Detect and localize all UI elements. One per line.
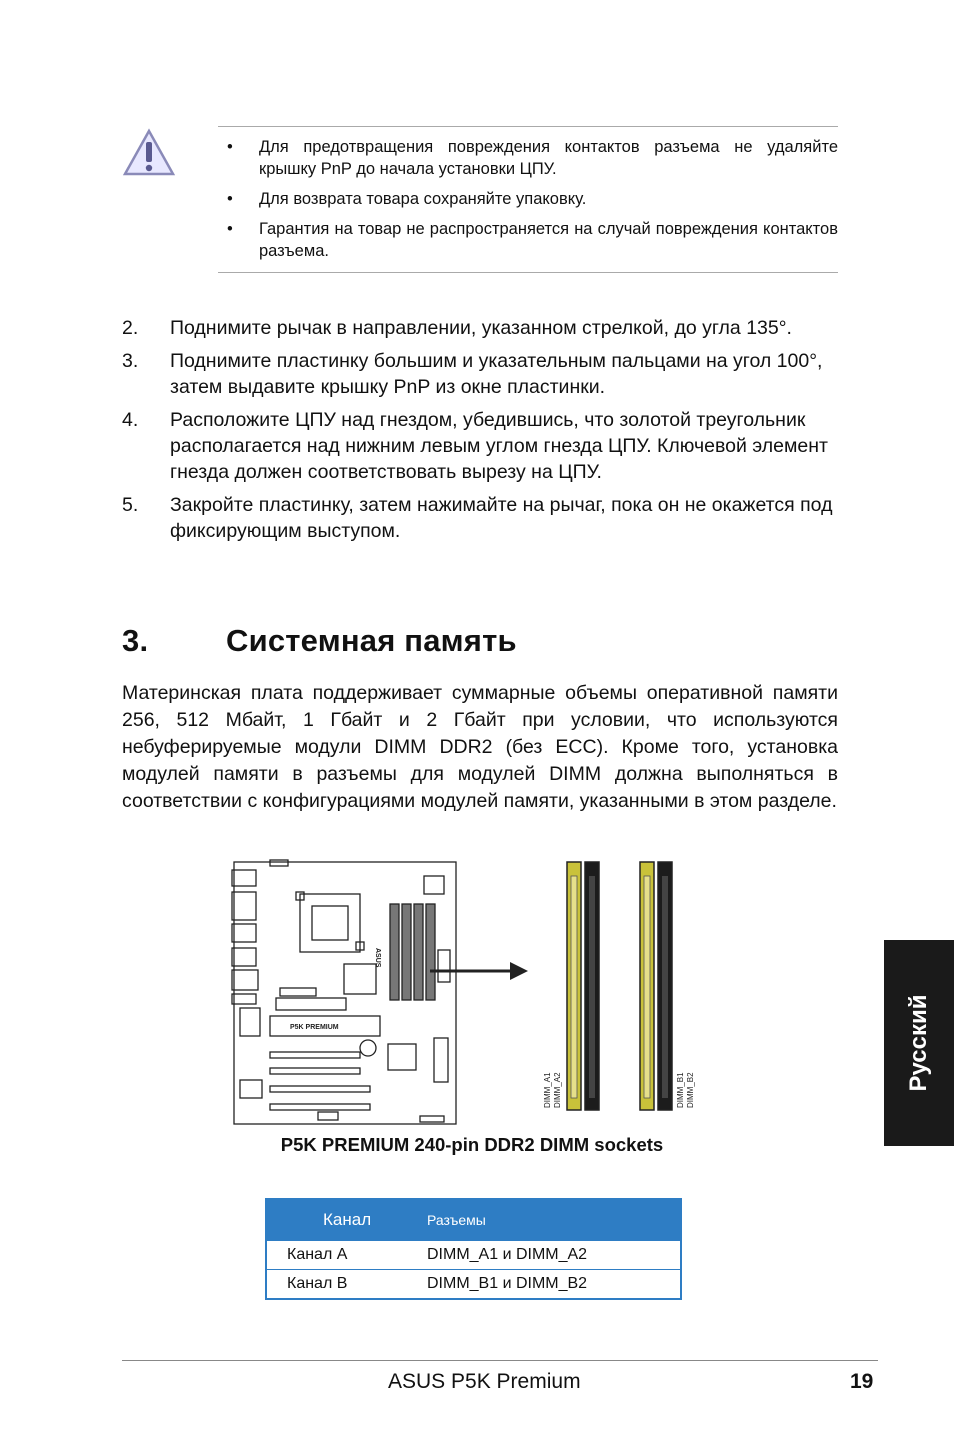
table-cell: Канал A bbox=[266, 1241, 426, 1270]
section-number: 3. bbox=[122, 623, 149, 658]
table-row bbox=[266, 1241, 681, 1270]
board-model-label: P5K PREMIUM bbox=[290, 1024, 339, 1031]
section-title: Системная память bbox=[226, 623, 517, 658]
dimm-slot-group-a bbox=[567, 862, 599, 1110]
step-item: 2. Поднимите рычак в направлении, указанном стрелкой, до угла 135°. bbox=[122, 317, 792, 339]
table-cell: Канал B bbox=[266, 1270, 426, 1300]
motherboard-layout bbox=[232, 860, 456, 1124]
intro-paragraph: Материнская плата поддерживает суммарные объемы оперативной памяти 256, 512 Мбайт, 1 Гбайт и 2 Гбайт при условии, что используются небуферируемые модули DIMM DDR2 (без ECC). Кроме того, установка модулей памяти в разъемы для модулей DIMM должна выполняться в соответствии с конфигурациями модулей памяти, указанными в этом разделе. bbox=[122, 682, 838, 812]
caution-bottom-rule bbox=[218, 272, 838, 273]
caution-icon bbox=[122, 128, 176, 178]
slot-label-a1: DIMM_A1 bbox=[543, 1072, 552, 1108]
caution-item: • Для предотвращения повреждения контактов разъема не удаляйте крышку PnP до начала установки ЦПУ. bbox=[227, 138, 838, 178]
step-item: 4. Расположите ЦПУ над гнездом, убедившись, что золотой треугольник располагается над нижним левым углом гнезда ЦПУ. Ключевой элемент гнезда должен соответствовать вырезу на ЦПУ. bbox=[122, 409, 828, 483]
language-side-tab bbox=[884, 940, 954, 1146]
language-label: Русский bbox=[905, 994, 932, 1092]
table-header-sockets: Разъемы bbox=[426, 1199, 681, 1241]
table-row bbox=[266, 1270, 681, 1300]
footer-title: ASUS P5K Premium bbox=[388, 1370, 581, 1393]
caution-list bbox=[225, 136, 838, 270]
channel-table bbox=[265, 1198, 682, 1300]
diagram-caption: P5K PREMIUM 240-pin DDR2 DIMM sockets bbox=[280, 1134, 664, 1155]
slot-label-b2: DIMM_B2 bbox=[686, 1072, 695, 1108]
step-list bbox=[122, 315, 838, 551]
table-cell: DIMM_B1 и DIMM_B2 bbox=[426, 1270, 681, 1300]
pointer-arrow bbox=[430, 962, 528, 980]
caution-top-rule bbox=[218, 126, 838, 127]
caution-item: • Гарантия на товар не распространяется на случай повреждения контактов разъема. bbox=[227, 220, 838, 260]
table-header-row bbox=[266, 1199, 681, 1241]
page-number: 19 bbox=[850, 1370, 874, 1393]
slot-label-b1: DIMM_B1 bbox=[676, 1072, 685, 1108]
footer-rule bbox=[122, 1360, 878, 1361]
dimm-slot-group-b bbox=[640, 862, 672, 1110]
caution-item: • Для возврата товара сохраняйте упаковку. bbox=[227, 190, 587, 208]
dimm-diagram bbox=[230, 858, 740, 1130]
board-brand-label: ASUS bbox=[374, 948, 381, 968]
table-header-channel: Канал bbox=[266, 1199, 426, 1241]
slot-label-a2: DIMM_A2 bbox=[553, 1072, 562, 1108]
section-heading bbox=[122, 623, 517, 659]
table-cell: DIMM_A1 и DIMM_A2 bbox=[426, 1241, 681, 1270]
step-item: 5. Закройте пластинку, затем нажимайте на рычаг, пока он не окажется под фиксирующим выступом. bbox=[122, 494, 833, 542]
step-item: 3. Поднимите пластинку большим и указательным пальцами на угол 100°, затем выдавите крышку PnP из окне пластинки. bbox=[122, 350, 823, 398]
